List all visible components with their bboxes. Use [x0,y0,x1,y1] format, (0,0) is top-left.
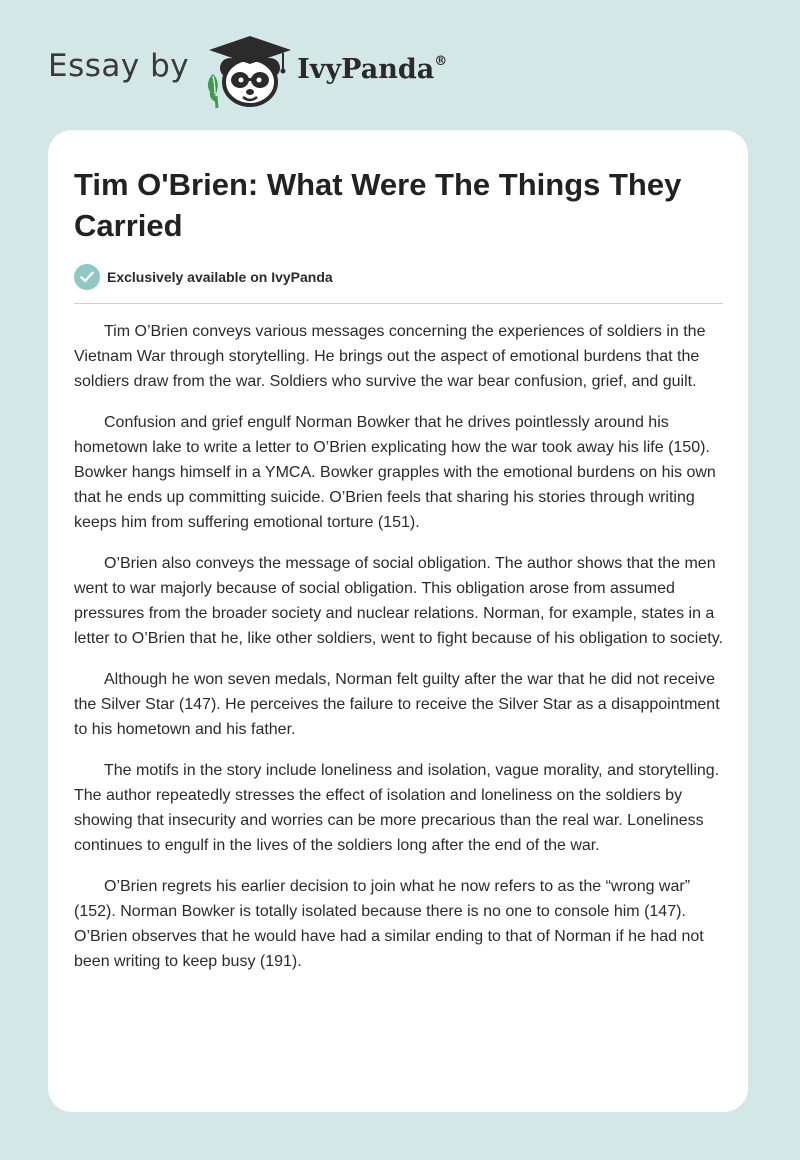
divider [74,303,723,304]
essay-body [74,319,726,990]
paragraph: O’Brien also conveys the message of social obligation. The author shows that the men went to war majorly because of social obligation. This obligation arose from assumed pressures from the broader society and nuclear relations. Norman, for example, states in a letter to O’Brien that he, like other soldiers, went to fight because of his obligation to society. [74,555,723,647]
essay-card [48,130,748,1112]
paragraph: Confusion and grief engulf Norman Bowker that he drives pointlessly around his hometown lake to write a letter to O’Brien explicating how the war took away his life (150). Bowker hangs himself in a YMCA. Bowker grapples with the emotional burdens on his own that he ends up committing suicide. O’Brien feels that sharing his stories through writing keeps him from suffering emotional torture (151). [74,414,716,531]
brand-name[interactable]: IvyPanda® [297,53,448,85]
registered-mark: ® [434,53,448,69]
page-title: Tim O'Brien: What Were The Things They Carried [74,167,682,243]
paragraph: Tim O’Brien conveys various messages concerning the experiences of soldiers in the Vietnam War through storytelling. He brings out the aspect of emotional burdens that the soldiers draw from the war. Soldiers who survive the war bear confusion, grief, and guilt. [74,323,706,390]
check-circle-icon [74,264,100,290]
essay-by-label: Essay by [48,48,190,84]
paragraph: Although he won seven medals, Norman felt guilty after the war that he did not receive the Silver Star (147). He perceives the failure to receive the Silver Star as a disappointment to his hometown and his father. [74,671,720,738]
panda-graduate-logo-icon[interactable] [203,30,295,110]
exclusive-badge [74,264,333,290]
site-header [48,30,447,110]
paragraph: The motifs in the story include loneliness and isolation, vague morality, and storytelling. The author repeatedly stresses the effect of isolation and loneliness on the soldiers by showing that insecurity and worries can be more precarious than the real war. Loneliness continues to engulf in the lives of the soldiers long after the end of the war. [74,762,720,854]
exclusive-text: Exclusively available on IvyPanda [107,269,333,285]
paragraph: O’Brien regrets his earlier decision to join what he now refers to as the “wrong war” (152). Norman Bowker is totally isolated because there is no one to console him (147). O’Brien observes that he would have had a similar ending to that of Norman if he had not been writing to keep busy (191). [74,878,704,970]
